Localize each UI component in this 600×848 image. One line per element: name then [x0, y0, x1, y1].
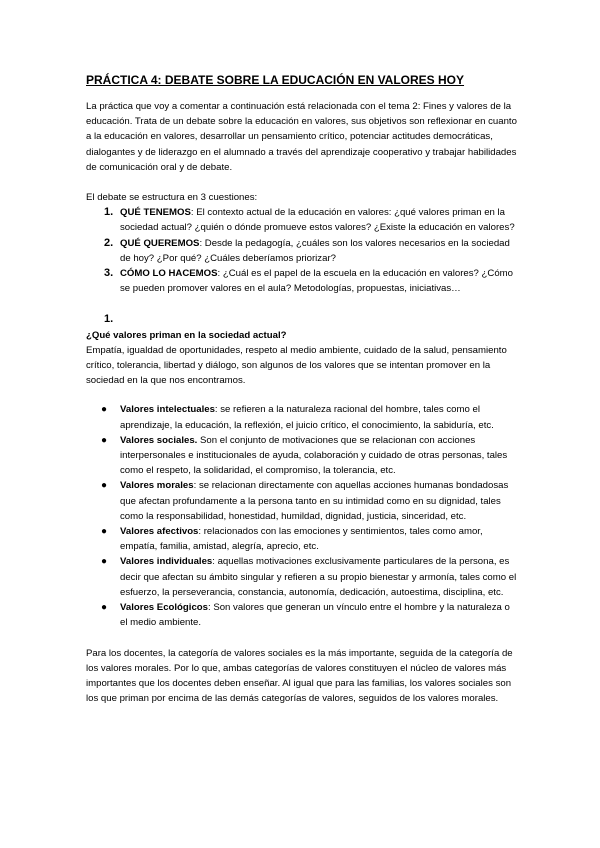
list-item: [86, 600, 518, 630]
question-label: QUÉ TENEMOS: [120, 207, 191, 219]
question-number: 3.: [104, 267, 114, 280]
bullet-icon: ●: [101, 480, 108, 492]
values-list: [86, 402, 518, 630]
intro-paragraph: La práctica que voy a comentar a continuación está relacionada con el tema 2: Fines y valores de la educación. Trata de un debate sobre la educación en valores, sus objetivos son reflexionar en cuanto a la educación en valores, desarrollar un pensamiento crítico, potenciar actitudes democráticas, dialogantes y de liderazgo en el alumnado a través del aprendizaje cooperativo y trabajar habilidades de comunicación oral y de debate.: [86, 101, 517, 173]
list-item: [86, 402, 518, 432]
value-label: Valores intelectuales: [120, 404, 215, 416]
value-label: Valores morales: [120, 480, 194, 492]
bullet-icon: ●: [101, 526, 108, 538]
bullet-icon: ●: [101, 556, 108, 568]
questions-list: [86, 205, 518, 296]
structure-intro: El debate se estructura en 3 cuestiones:: [86, 192, 258, 204]
section-heading: ¿Qué valores priman en la sociedad actual?: [86, 329, 287, 341]
value-text: : se refieren a la naturaleza racional del hombre, tales como el aprendizaje, la educación, la reflexión, el juicio crítico, el conocimiento, la sabiduría, etc.: [120, 404, 494, 431]
question-label: CÓMO LO HACEMOS: [120, 268, 218, 280]
list-item: [86, 554, 518, 600]
question-item: [86, 236, 518, 266]
section-number: 1.: [104, 313, 114, 326]
bullet-icon: ●: [101, 602, 108, 614]
list-item: [86, 433, 518, 479]
conclusion-paragraph: Para los docentes, la categoría de valores sociales es la más importante, seguida de la categoría de los valores morales. Por lo que, ambas categorías de valores constituyen el núcleo de valores más importantes que los docentes deben enseñar. Al igual que para las familias, los valores sociales son los que priman por encima de las demás categorías de valores, seguidos de los valores morales.: [86, 647, 513, 705]
question-text: : Desde la pedagogía, ¿cuáles son los valores necesarios en la sociedad de hoy? ¿Por qué? ¿Cuáles deberíamos priorizar?: [120, 237, 510, 264]
page-title: PRÁCTICA 4: DEBATE SOBRE LA EDUCACIÓN EN VALORES HOY: [86, 73, 465, 87]
document-page: [86, 72, 518, 706]
question-number: 2.: [104, 236, 114, 249]
value-label: Valores sociales.: [120, 434, 198, 446]
question-item: [86, 205, 518, 235]
bullet-icon: ●: [101, 404, 108, 416]
value-label: Valores afectivos: [120, 526, 199, 538]
value-text: : relacionados con las emociones y sentimientos, tales como amor, empatía, familia, amistad, alegría, aprecio, etc.: [120, 526, 483, 553]
question-label: QUÉ QUEREMOS: [120, 237, 200, 249]
list-item: [86, 524, 518, 554]
value-text: : se relacionan directamente con aquellas acciones humanas bondadosas que afectan profundamente a la persona tanto en su intimidad como en su dignidad, tales como la responsabilidad, honestidad, humildad, dignidad, justicia, sinceridad, etc.: [120, 480, 509, 522]
question-number: 1.: [104, 206, 114, 219]
list-item: [86, 478, 518, 524]
value-label: Valores individuales: [120, 556, 213, 568]
value-label: Valores Ecológicos: [120, 602, 208, 614]
bullet-icon: ●: [101, 434, 108, 446]
value-text: : aquellas motivaciones exclusivamente particulares de la persona, es decir que afectan su ámbito singular y refieren a su propio bienestar y armonía, tales como el esfuerzo, la perseverancia, constancia, autonomía, dedicación, autoestima, disciplina, etc.: [120, 556, 517, 598]
value-text: Son el conjunto de motivaciones que se relacionan con acciones interpersonales e institucionales de ayuda, colaboración y cuidado de otras personas, tales como el respeto, la solidaridad, el compromiso, la tolerancia, etc.: [120, 434, 508, 477]
section-paragraph: Empatía, igualdad de oportunidades, respeto al medio ambiente, cuidado de la salud, pensamiento crítico, tolerancia, libertad y diálogo, son algunos de los valores que se intentan promover en la sociedad en la que nos encontramos.: [86, 344, 507, 387]
question-item: [86, 266, 518, 296]
question-text: : ¿Cuál es el papel de la escuela en la educación en valores? ¿Cómo se pueden promover valores en el aula? Metodologías, propuestas, iniciativas…: [120, 268, 513, 295]
question-text: : El contexto actual de la educación en valores: ¿qué valores priman en la sociedad actual? ¿quién o dónde promueve estos valores? ¿Existe la educación en valores?: [120, 207, 515, 234]
value-text: : Son valores que generan un vínculo entre el hombre y la naturaleza o el medio ambiente.: [120, 602, 510, 629]
